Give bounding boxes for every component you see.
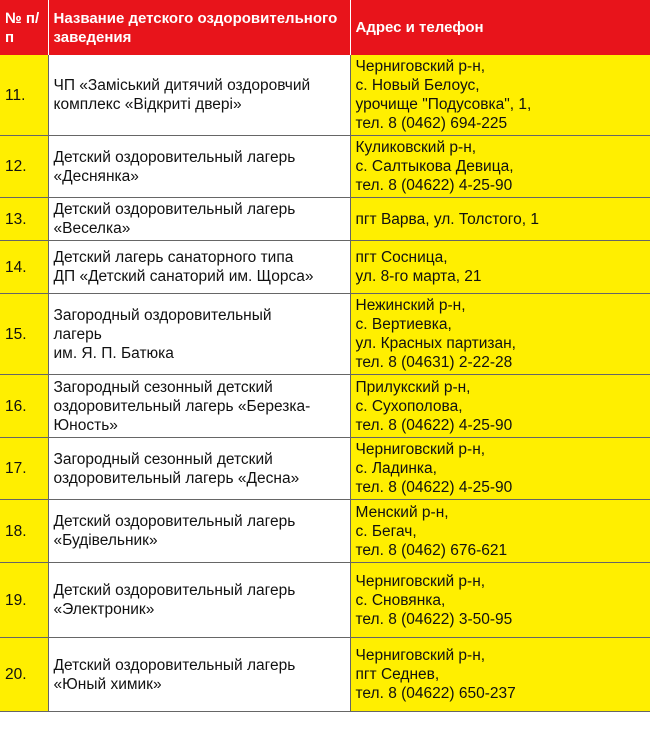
camp-address-line: с. Сновянка, <box>355 591 446 609</box>
row-number: 12. <box>0 136 48 198</box>
camp-name-line: Детский оздоровительный лагерь <box>53 201 296 218</box>
camp-address-line: Черниговский р-н, <box>355 572 486 590</box>
camp-address-line: Черниговский р-н, <box>355 441 486 458</box>
table-row <box>0 638 650 712</box>
row-number: 19. <box>0 563 48 638</box>
camp-address <box>350 438 650 500</box>
camp-address <box>350 375 650 438</box>
header-num <box>0 0 48 55</box>
table-row <box>0 438 650 500</box>
camp-address-line: пгт Сосница, <box>355 249 448 266</box>
camp-address-line: тел. 8 (04631) 2-22-28 <box>355 354 513 371</box>
camp-address-line: Прилукский р-н, <box>355 378 471 396</box>
camp-name-line: «Веселка» <box>53 220 131 237</box>
header-name <box>48 0 350 55</box>
row-number: 11. <box>0 55 48 136</box>
camp-name-line: «Электроник» <box>53 601 155 618</box>
camp-address-line: Черниговский р-н, <box>355 647 486 664</box>
camp-address-line: пгт Варва, ул. Толстого, 1 <box>355 210 539 228</box>
camp-address-line: с. Новый Белоус, <box>355 77 480 94</box>
camp-address-line: с. Вертиевка, <box>355 316 452 333</box>
table-row <box>0 198 650 241</box>
row-number: 16. <box>0 375 48 438</box>
camp-address-line: Черниговский р-н, <box>355 58 486 75</box>
table-row <box>0 55 650 136</box>
camp-address-line: тел. 8 (04622) 650-237 <box>355 685 516 702</box>
camp-name-line: лагерь <box>53 325 102 343</box>
camp-name-line: ЧП «Заміський дитячий оздоровчий <box>53 77 311 94</box>
camp-address <box>350 55 650 136</box>
camp-address-line: Менский р-н, <box>355 503 449 521</box>
camp-name-line: Детский лагерь санаторного типа <box>53 249 294 266</box>
camp-address-line: тел. 8 (0462) 676-621 <box>355 541 508 559</box>
camp-name <box>48 638 350 712</box>
header-name-line: Название детского <box>53 9 194 27</box>
camp-address-line: пгт Седнев, <box>355 666 440 683</box>
header-num-line: № <box>5 9 22 27</box>
camp-address-line: Куликовский р-н, <box>355 139 477 156</box>
camp-name-line: оздоровительный лагерь «Березка- <box>53 397 311 415</box>
table-row <box>0 375 650 438</box>
table-row <box>0 136 650 198</box>
camp-address-line: тел. 8 (04622) 4-25-90 <box>355 177 513 194</box>
camp-name-line: Детский оздоровительный лагерь <box>53 656 296 674</box>
header-num-line: п/п <box>5 9 40 46</box>
camp-name-line: оздоровительный лагерь «Десна» <box>53 469 300 487</box>
camp-address-line: с. Сухополова, <box>355 397 463 415</box>
camp-name-line: «Будівельник» <box>53 532 158 549</box>
camp-name-line: «Деснянка» <box>53 167 139 185</box>
camp-address <box>350 198 650 241</box>
table-header-row <box>0 0 650 55</box>
camp-address-line: урочище "Подусовка", 1, <box>355 96 532 113</box>
row-number: 18. <box>0 500 48 563</box>
camp-address-line: тел. 8 (04622) 4-25-90 <box>355 479 513 496</box>
camp-name <box>48 563 350 638</box>
camp-address-line: ул. Красных партизан, <box>355 335 516 352</box>
camp-address-line: с. Ладинка, <box>355 460 437 477</box>
camp-name-line: Загородный сезонный детский <box>53 450 273 468</box>
camp-address <box>350 136 650 198</box>
camp-address <box>350 241 650 294</box>
camp-address <box>350 638 650 712</box>
camp-name-line: комплекс «Відкриті двері» <box>53 96 242 113</box>
header-address: Адрес и телефон <box>350 0 650 55</box>
header-name-line: оздоровительного заведения <box>53 9 338 46</box>
camp-name <box>48 294 350 375</box>
camp-address-line: с. Бегач, <box>355 522 417 540</box>
row-number: 17. <box>0 438 48 500</box>
camp-name <box>48 198 350 241</box>
row-number: 13. <box>0 198 48 241</box>
row-number: 15. <box>0 294 48 375</box>
camp-name-line: Юность» <box>53 416 118 434</box>
camp-name <box>48 438 350 500</box>
camp-name <box>48 55 350 136</box>
table-row <box>0 294 650 375</box>
camp-name <box>48 136 350 198</box>
camp-address-line: ул. 8-го марта, 21 <box>355 268 482 285</box>
row-number: 20. <box>0 638 48 712</box>
camp-address-line: тел. 8 (0462) 694-225 <box>355 115 508 132</box>
row-number: 14. <box>0 241 48 294</box>
camp-address <box>350 500 650 563</box>
camp-name-line: Детский оздоровительный лагерь <box>53 513 296 530</box>
camp-name-line: Детский оздоровительный лагерь <box>53 582 296 599</box>
table-row <box>0 241 650 294</box>
camp-name-line: ДП «Детский санаторий им. Щорса» <box>53 268 314 285</box>
camp-name-line: Загородный сезонный детский <box>53 378 273 396</box>
camp-address-line: тел. 8 (04622) 4-25-90 <box>355 416 513 434</box>
camp-name-line: Загородный оздоровительный <box>53 306 272 324</box>
camp-address-line: Нежинский р-н, <box>355 297 466 314</box>
table-body <box>0 55 650 712</box>
table-row <box>0 563 650 638</box>
camp-address-line: с. Салтыкова Девица, <box>355 158 514 175</box>
camp-name <box>48 500 350 563</box>
camp-name-line: им. Я. П. Батюка <box>53 344 174 362</box>
camp-address <box>350 563 650 638</box>
camp-name-line: Детский оздоровительный лагерь <box>53 148 296 166</box>
camp-address <box>350 294 650 375</box>
table-row <box>0 500 650 563</box>
camp-name <box>48 375 350 438</box>
camp-address-line: тел. 8 (04622) 3-50-95 <box>355 610 513 628</box>
camp-name-line: «Юный химик» <box>53 675 162 693</box>
camp-name <box>48 241 350 294</box>
